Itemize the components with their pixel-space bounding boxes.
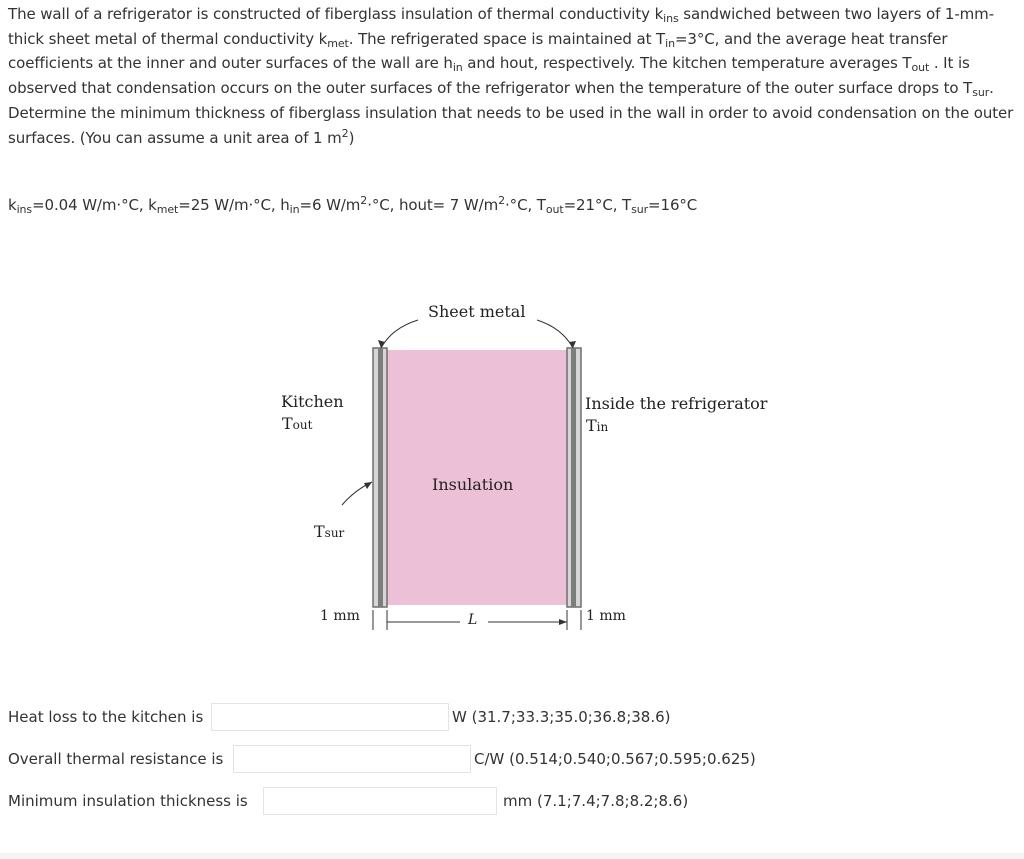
wall-diagram bbox=[260, 290, 780, 660]
problem-statement: The wall of a refrigerator is constructed of fiberglass insulation of thermal conductivity $k_{ins}$ sandwiched between two layers of 1-mm-thick sheet metal of thermal conductivity $k_{met}$. The refrigerated space is maintained at $T_{in}=3^\circ C$, and the average heat transfer coefficients at the inner and outer surfaces of the wall are $h_{in}$ and hout, respectively. The kitchen temperature averages $T_{out}$ . It is observed that condensation occurs on the outer surfaces of the refrigerator when the temperature of the outer surface drops to $T_{sur}$. Determine the minimum thickness of fiberglass insulation that needs to be used in the wall in order to avoid condensation on the outer surfaces. (You can assume a unit area of 1 $m^2$) bbox=[8, 5, 1014, 147]
insulation-thickness-input[interactable] bbox=[263, 787, 497, 815]
dim-arrowhead-right bbox=[559, 619, 567, 625]
inside-refrigerator-label: Inside the refrigerator bbox=[585, 394, 768, 413]
left-mm-label: 1 mm bbox=[320, 608, 360, 624]
given-values: $k_{ins}=0.04$ W/m·°C, $k_{met}=25$ W/m·°C, $h_{in}=6$ $W/m^2\cdot^\circ C$, hout= 7 $W/m^2\cdot^\circ C$, $T_{out}=21^\circ C$, $T_{sur}=16^\circ C$ bbox=[8, 194, 698, 216]
insulation-label: Insulation bbox=[432, 475, 514, 494]
insulation-thickness-unit: mm (7.1;7.4;7.8;8.2;8.6) bbox=[503, 792, 689, 810]
heat-loss-label: Heat loss to the kitchen is bbox=[8, 708, 204, 726]
right-mm-label: 1 mm bbox=[586, 608, 626, 624]
sheet-metal-label: Sheet metal bbox=[428, 302, 526, 321]
thermal-resistance-unit: C/W (0.514;0.540;0.567;0.595;0.625) bbox=[474, 750, 756, 768]
t-in-label: Tin bbox=[586, 416, 609, 435]
sheet-metal-arrowhead-right bbox=[569, 341, 576, 348]
right-sheet-metal-core bbox=[571, 348, 576, 607]
t-sur-label: Tsur bbox=[314, 522, 345, 541]
answer-row-thermal-resistance bbox=[8, 745, 808, 775]
insulation-thickness-label: Minimum insulation thickness is bbox=[8, 792, 248, 810]
sheet-metal-leader-left bbox=[381, 320, 418, 348]
thermal-resistance-label: Overall thermal resistance is bbox=[8, 750, 224, 768]
wall-diagram-svg bbox=[260, 290, 780, 660]
heat-loss-unit: W (31.7;33.3;35.0;36.8;38.6) bbox=[452, 708, 671, 726]
left-sheet-metal-core bbox=[378, 348, 383, 607]
heat-loss-input[interactable] bbox=[211, 703, 449, 731]
length-label: L bbox=[468, 612, 478, 628]
sheet-metal-leader-right bbox=[537, 320, 573, 348]
answer-row-heat-loss bbox=[8, 703, 708, 733]
t-out-label: Tout bbox=[282, 414, 313, 433]
bottom-bar bbox=[0, 853, 1024, 859]
kitchen-label: Kitchen bbox=[281, 392, 344, 411]
answer-row-insulation-thickness bbox=[8, 787, 728, 817]
thermal-resistance-input[interactable] bbox=[233, 745, 471, 773]
